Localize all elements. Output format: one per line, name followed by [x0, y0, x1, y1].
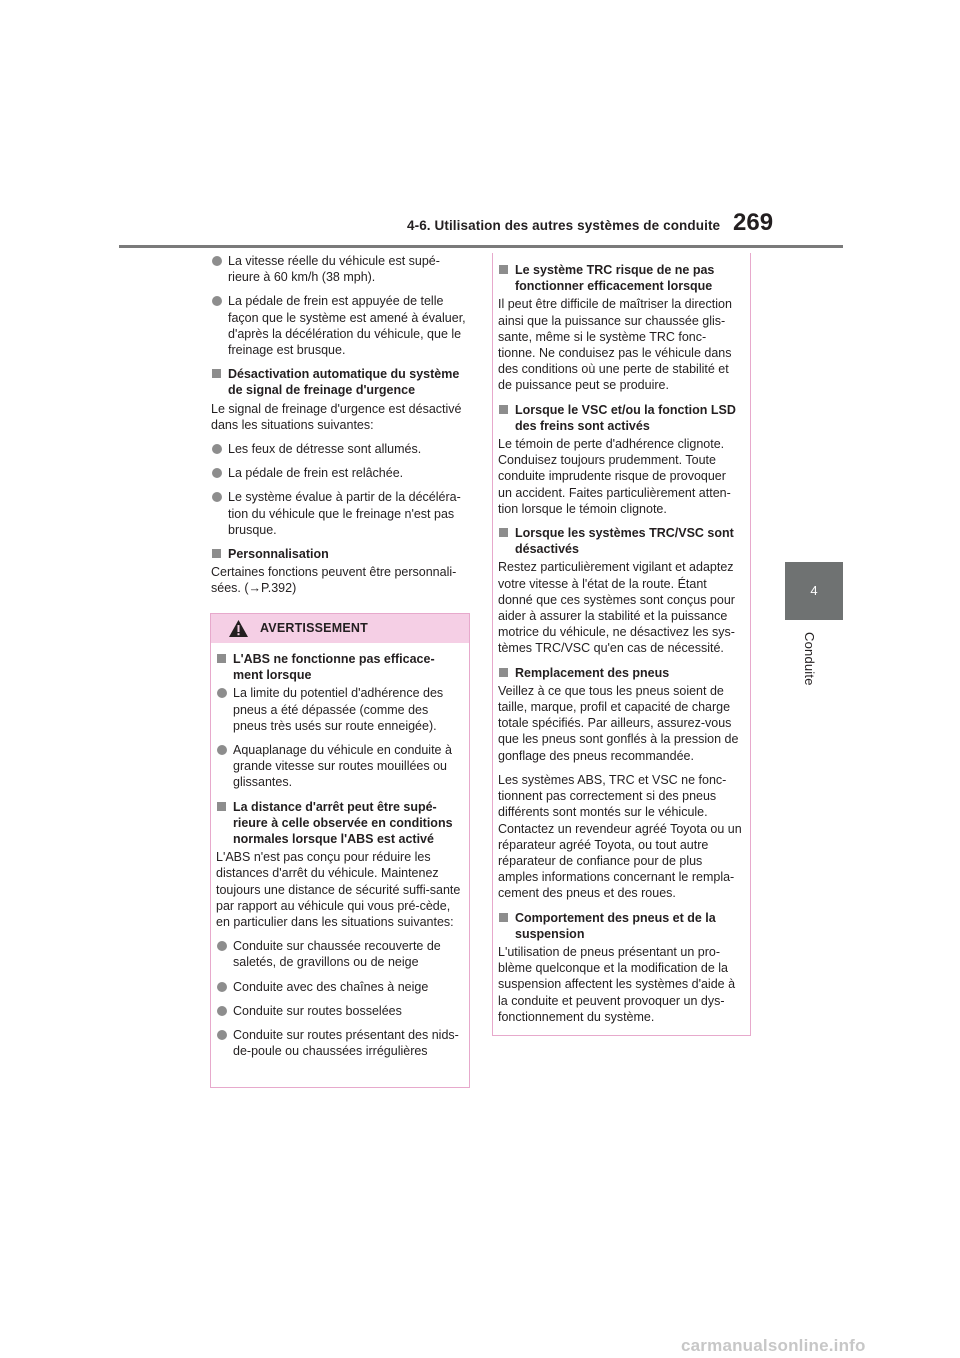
page-number: 269: [733, 209, 774, 236]
paragraph: Les systèmes ABS, TRC et VSC ne fonc-tionnent pas correctement si des pneus différents sont montés sur le véhicule. Contactez un revendeur agréé Toyota ou un réparateur agréé Toyota, ou tout autre réparateur de confiance pour de plus amples informations concernant le rempla-cement des pneus et des roues.: [498, 772, 742, 901]
section-heading: Le système TRC risque de ne pas fonctionner efficacement lorsque: [498, 262, 742, 294]
list-item: Aquaplanage du véhicule en conduite à grande vitesse sur routes mouillées ou glissantes.: [216, 742, 462, 791]
section-heading: Lorsque les systèmes TRC/VSC sont désactivés: [498, 525, 742, 557]
section-heading: Personnalisation: [211, 546, 469, 562]
section-header-title: 4-6. Utilisation des autres systèmes de conduite: [407, 218, 721, 233]
paragraph: Certaines fonctions peuvent être personnali-sées. (→P.392): [211, 565, 457, 596]
paragraph: L'utilisation de pneus présentant un pro-blème quelconque et la modification de la suspension affectent les systèmes d'aide à la conduite et peuvent provoquer un dys-fonctionnement du système.: [498, 944, 736, 1024]
section-heading: Lorsque le VSC et/ou la fonction LSD des freins sont activés: [498, 402, 742, 434]
list-item: Les feux de détresse sont allumés.: [211, 441, 469, 457]
list-item: La limite du potentiel d'adhérence des pneus a été dépassée (comme des pneus très usés sur route enneigée).: [216, 685, 462, 734]
warning-box: [210, 613, 470, 1088]
section-heading: Remplacement des pneus: [498, 665, 742, 681]
warning-title: AVERTISSEMENT: [260, 621, 368, 635]
paragraph: Le signal de freinage d'urgence est désactivé dans les situations suivantes:: [211, 401, 462, 432]
footer-watermark: carmanualsonline.info: [681, 1336, 866, 1355]
warning-triangle-icon: [228, 619, 249, 638]
section-heading: La distance d'arrêt peut être supé-rieure à celle observée en conditions normales lorsque l'ABS est activé: [216, 799, 462, 848]
list-item: Conduite sur chaussée recouverte de saletés, de gravillons ou de neige: [216, 938, 462, 970]
chapter-number: 4: [810, 583, 818, 598]
list-item: La pédale de frein est appuyée de telle façon que le système est amené à évaluer, d'après la décélération du véhicule, que le freinage est brusque.: [211, 293, 469, 358]
list-item: Conduite sur routes bosselées: [216, 1003, 462, 1019]
paragraph: Restez particulièrement vigilant et adaptez votre vitesse à l'état de la route. Étant donné que ces systèmes sont conçus pour aider à assurer la stabilité et la puissance motrice du véhicule, ne désactivez les sys-tèmes TRC/VSC qu'en cas de nécessité.: [498, 560, 735, 656]
header-divider: [119, 245, 843, 248]
list-item: Conduite sur routes présentant des nids-de-poule ou chaussées irrégulières: [216, 1027, 462, 1059]
warning-header: [211, 614, 469, 643]
list-item: Le système évalue à partir de la décéléra-tion du véhicule que le freinage n'est pas brusque.: [211, 489, 469, 538]
chapter-label: Conduite: [802, 632, 817, 686]
paragraph: Le témoin de perte d'adhérence clignote. Conduisez toujours prudemment. Toute conduite imprudente risque de provoquer un accident. Faites particulièrement atten-tion lorsque le témoin clignote.: [498, 437, 731, 516]
section-heading: Comportement des pneus et de la suspension: [498, 910, 742, 942]
list-item: La pédale de frein est relâchée.: [211, 465, 469, 481]
paragraph: Il peut être difficile de maîtriser la direction ainsi que la puissance sur chaussée glis-sante, même si le système TRC fonc-tionne. Ne conduisez pas le véhicule dans des conditions où une perte de stabilité et de puissance peut se produire.: [498, 297, 732, 393]
list-item: La vitesse réelle du véhicule est supé-rieure à 60 km/h (38 mph).: [211, 253, 469, 285]
section-heading: Désactivation automatique du système de signal de freinage d'urgence: [211, 366, 469, 398]
chapter-tab[interactable]: [785, 562, 843, 620]
section-heading: L'ABS ne fonctionne pas efficace-ment lorsque: [216, 651, 462, 683]
paragraph: L'ABS n'est pas conçu pour réduire les distances d'arrêt du véhicule. Maintenez toujours une distance de sécurité suffi-sante par rapport au véhicule qui vous pré-cède, en particulier dans les situations suivantes:: [216, 850, 461, 930]
left-column: [211, 253, 469, 605]
warning-continuation-box: [492, 253, 751, 1036]
list-item: Conduite avec des chaînes à neige: [216, 979, 462, 995]
paragraph: Veillez à ce que tous les pneus soient de taille, marque, profil et capacité de charge totale spécifiés. Par ailleurs, assurez-vous que les pneus sont gonflés à la pression de gonflage des pneus recommandée.: [498, 683, 739, 763]
